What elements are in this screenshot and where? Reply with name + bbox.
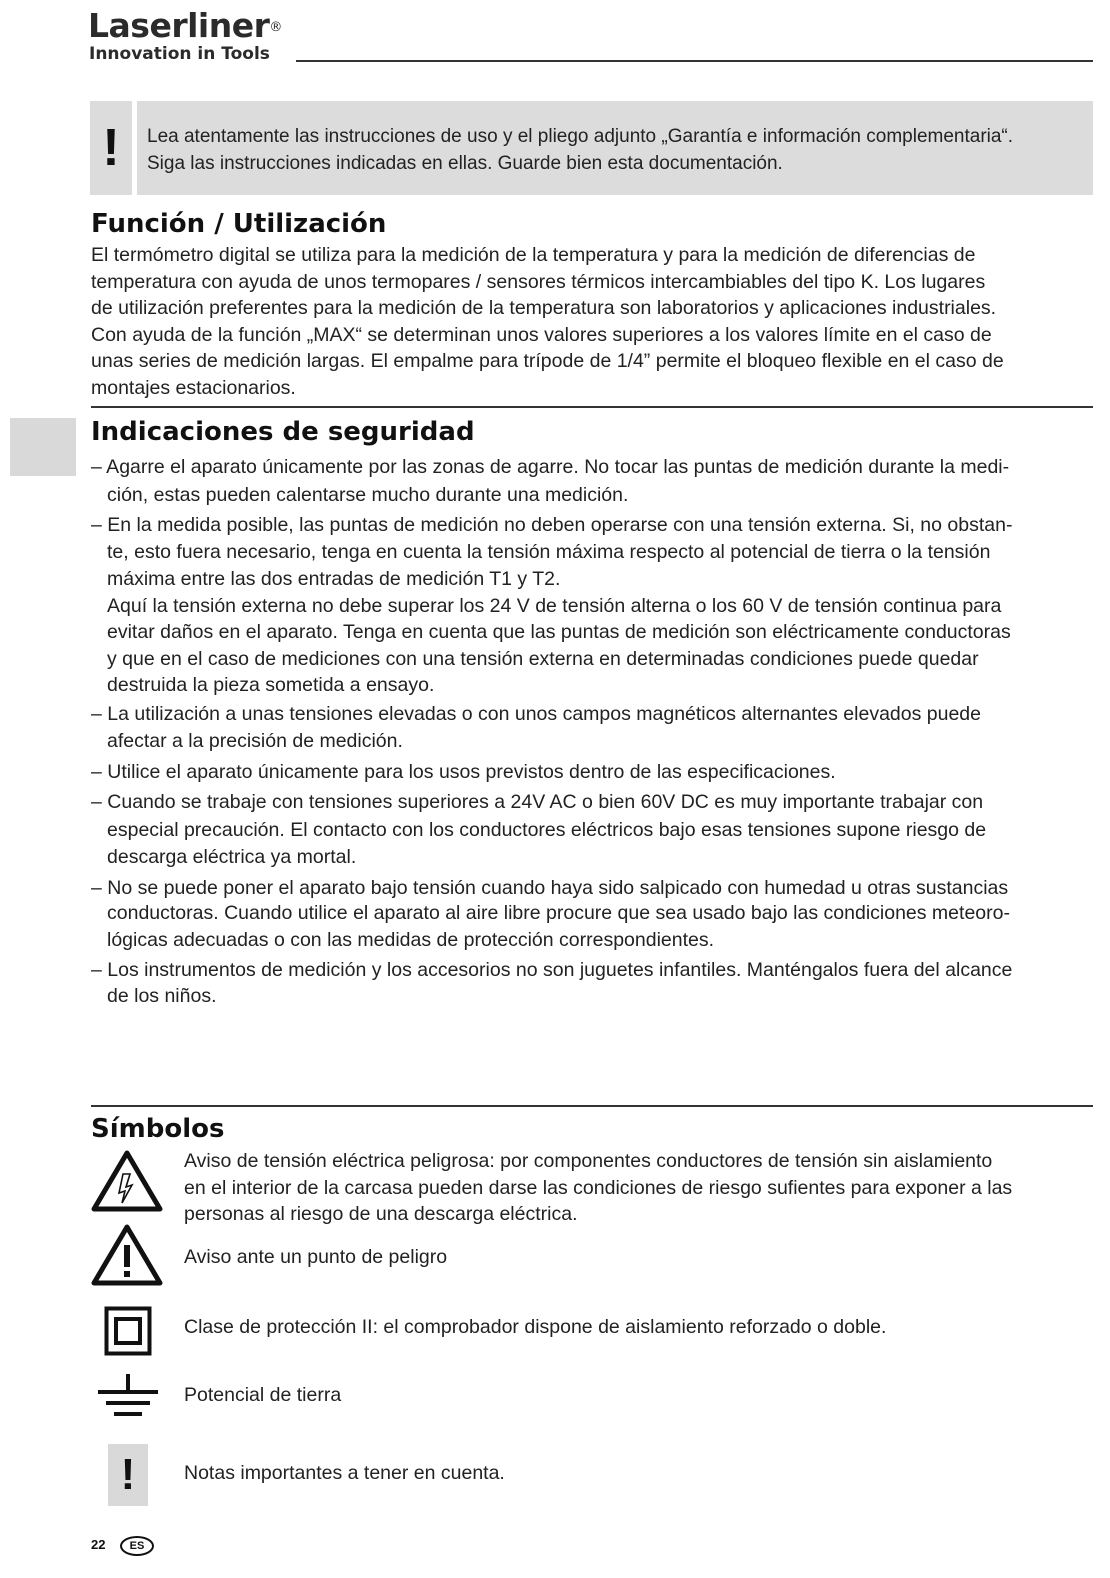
list-item: – La utilización a unas tensiones elevadas o con unos campos magnéticos alternantes elevados puede: [91, 703, 982, 725]
brand-tagline: Innovation in Tools: [89, 44, 270, 64]
symbol-description: Clase de protección II: el comprobador dispone de aislamiento reforzado o doble.: [184, 1316, 887, 1338]
side-tab: [10, 418, 76, 476]
section-divider: [91, 1105, 1093, 1107]
list-item-cont: máxima entre las dos entradas de medición T1 y T2.: [107, 568, 561, 590]
list-item: – Los instrumentos de medición y los accesorios no son juguetes infantiles. Manténgalos fuera del alcance: [91, 959, 1013, 981]
text-line: Aviso de tensión eléctrica peligrosa: por componentes conductores de tensión sin aislamiento: [184, 1150, 993, 1172]
list-item-cont: de los niños.: [107, 985, 217, 1007]
warning-triangle-icon: [91, 1224, 163, 1286]
text-line: El termómetro digital se utiliza para la medición de la temperatura y para la medición de diferencias de: [91, 244, 976, 266]
symbol-description: [184, 1148, 1012, 1228]
section-title-simbolos: Símbolos: [91, 1114, 225, 1144]
list-item-cont: evitar daños en el aparato. Tenga en cuenta que las puntas de medición son eléctricamente conductoras: [107, 621, 1011, 643]
list-item-cont: descarga eléctrica ya mortal.: [107, 846, 357, 868]
list-item-cont: destruida la pieza sometida a ensayo.: [107, 674, 435, 696]
funcion-paragraph: [91, 242, 1091, 401]
page-number: 22: [91, 1537, 106, 1552]
list-item: – No se puede poner el aparato bajo tensión cuando haya sido salpicado con humedad u otras sustancias: [91, 877, 1009, 899]
text-line: unas series de medición largas. El empalme para trípode de 1/4” permite el bloqueo flexible en el caso de: [91, 350, 1004, 372]
list-item: – Cuando se trabaje con tensiones superiores a 24V AC o bien 60V DC es muy importante trabajar con: [91, 791, 984, 813]
brand-logo: [88, 8, 282, 64]
protection-class-ii-icon: [104, 1306, 152, 1356]
symbol-description: Notas importantes a tener en cuenta.: [184, 1462, 505, 1484]
text-line: montajes estacionarios.: [91, 376, 296, 399]
section-title-seguridad: Indicaciones de seguridad: [91, 417, 475, 447]
section-title-funcion: Función / Utilización: [91, 209, 387, 239]
list-item-cont: te, esto fuera necesario, tenga en cuenta la tensión máxima respecto al potencial de tierra o la tensión: [107, 541, 991, 563]
exclamation-icon: !: [90, 101, 132, 195]
notice-line: Siga las instrucciones indicadas en ellas. Guarde bien esta documentación.: [147, 153, 783, 174]
high-voltage-warning-icon: [91, 1150, 163, 1212]
brand-name: Laserliner: [88, 6, 270, 45]
section-divider: [91, 406, 1093, 408]
registered-mark: ®: [269, 20, 282, 35]
text-line: personas al riesgo de una descarga eléctrica.: [184, 1203, 578, 1225]
list-item-cont: ción, estas pueden calentarse mucho durante una medición.: [107, 484, 629, 506]
list-item-cont: especial precaución. El contacto con los conductores eléctricos bajo esas tensiones supone riesgo de: [107, 819, 987, 841]
list-item: – Agarre el aparato únicamente por las zonas de agarre. No tocar las puntas de medición durante la medi-: [91, 456, 1010, 478]
text-line: de utilización preferentes para la medición de la temperatura son laboratorios y aplicaciones industriales.: [91, 297, 997, 319]
list-item: – En la medida posible, las puntas de medición no deben operarse con una tensión externa. Si, no obstan-: [91, 514, 1013, 536]
list-item-cont: conductoras. Cuando utilice el aparato al aire libre procure que sea usado bajo las condiciones meteoro-: [107, 902, 1010, 924]
list-item-cont: lógicas adecuadas o con las medidas de protección correspondientes.: [107, 929, 715, 951]
text-line: Con ayuda de la función „MAX“ se determinan unos valores superiores a los valores límite en el caso de: [91, 323, 992, 346]
symbol-description: Potencial de tierra: [184, 1384, 342, 1406]
notice-box: [90, 101, 1093, 195]
notice-line: Lea atentamente las instrucciones de uso y el pliego adjunto „Garantía e información complementaria“.: [147, 126, 1014, 147]
language-badge: ES: [120, 1536, 154, 1556]
exclamation-icon: !: [108, 1444, 148, 1506]
header-rule: [296, 60, 1093, 62]
list-item-cont: afectar a la precisión de medición.: [107, 730, 403, 752]
text-line: temperatura con ayuda de unos termopares / sensores térmicos intercambiables del tipo K. Los lugares: [91, 270, 986, 293]
text-line: en el interior de la carcasa pueden darse las condiciones de riesgo sufientes para exponer a las: [184, 1176, 1013, 1199]
earth-ground-icon: [96, 1374, 160, 1420]
list-item-cont: y que en el caso de mediciones con una tensión externa en determinadas condiciones puede quedar: [107, 648, 979, 670]
symbol-description: Aviso ante un punto de peligro: [184, 1246, 448, 1268]
list-item-cont: Aquí la tensión externa no debe superar los 24 V de tensión alterna o los 60 V de tensión continua para: [107, 595, 1002, 617]
list-item: – Utilice el aparato únicamente para los usos previstos dentro de las especificaciones.: [91, 761, 836, 783]
notice-text: [147, 123, 1013, 177]
